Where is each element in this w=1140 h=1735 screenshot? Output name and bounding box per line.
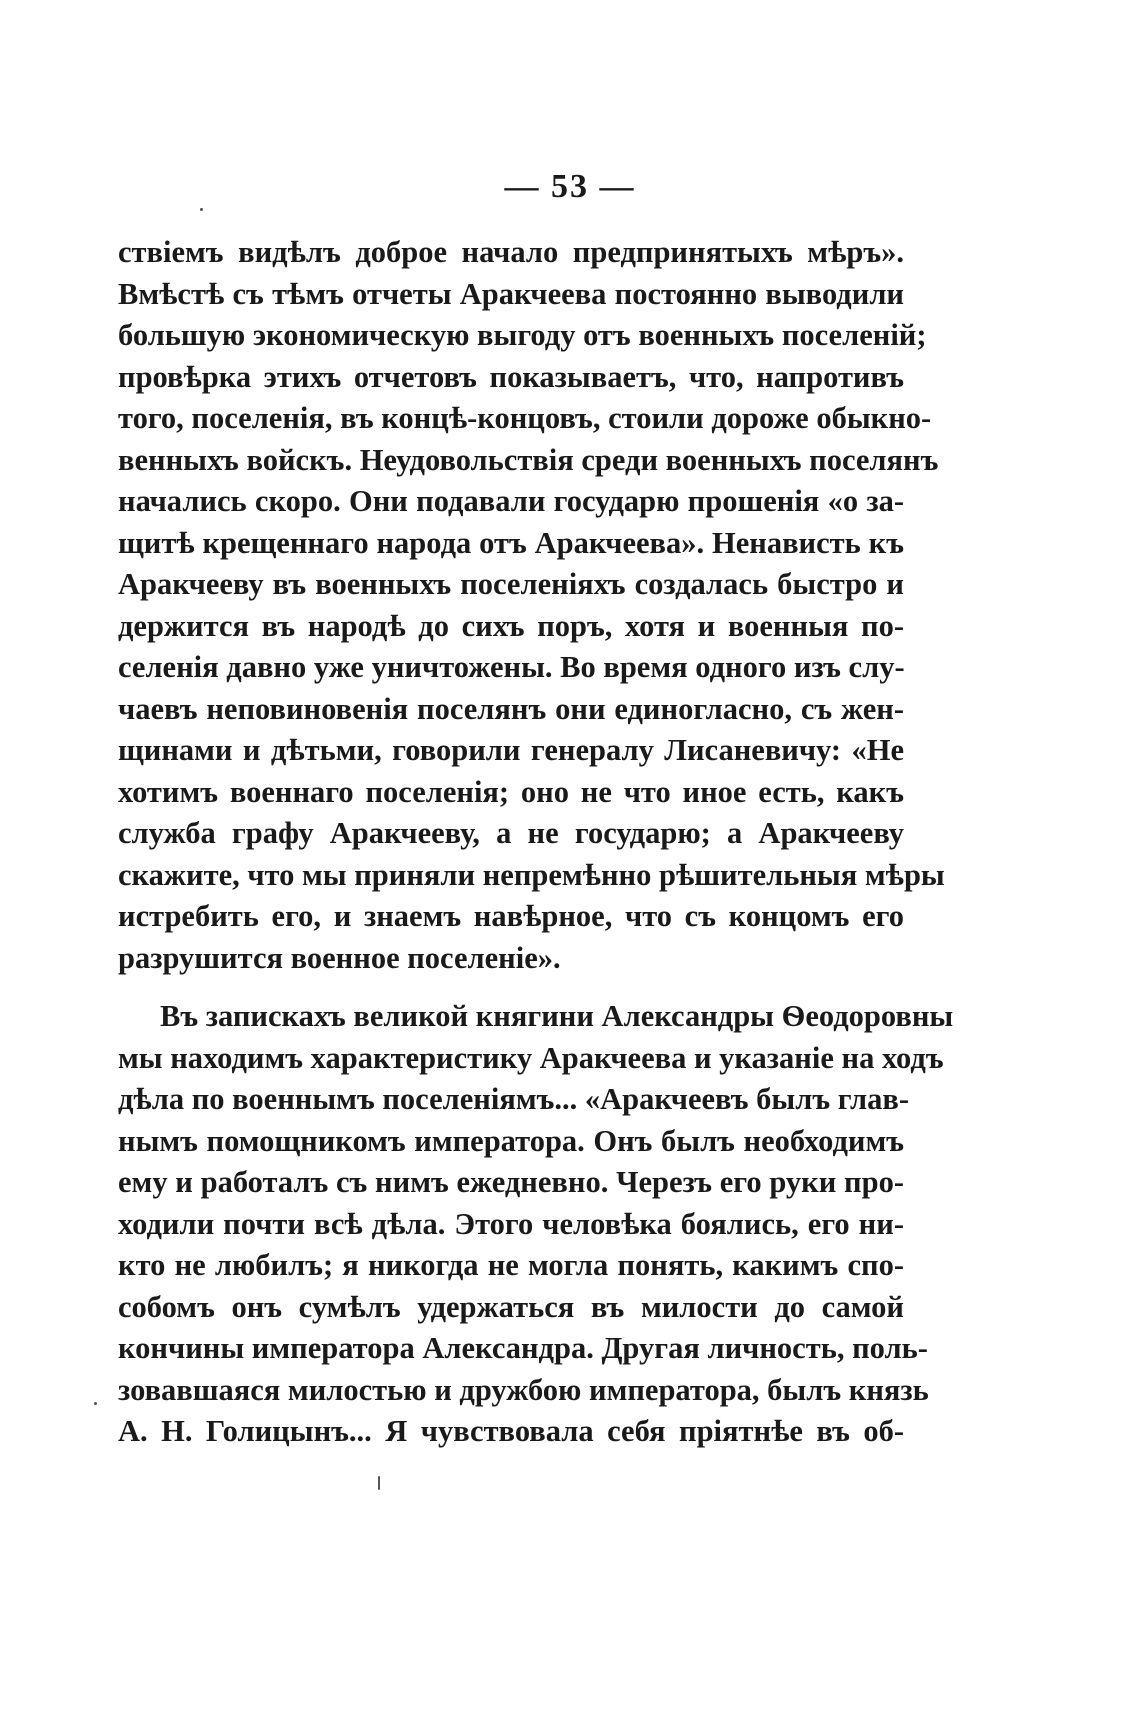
text-line: большую экономическую выгоду отъ военныхъ поселеній;	[118, 318, 927, 352]
text-line: щитѣ крещеннаго народа отъ Аракчеева». Ненависть къ	[118, 525, 904, 560]
text-line: венныхъ войскъ. Неудовольствія среди военныхъ поселянъ	[118, 442, 939, 477]
scan-speck	[200, 208, 203, 211]
text-line: ходили почти всѣ дѣла. Этого человѣка боялись, его ни-	[118, 1206, 904, 1241]
text-line: ему и работалъ съ нимъ ежедневно. Черезъ его руки про-	[118, 1165, 904, 1199]
text-line: нымъ помощникомъ императора. Онъ былъ необходимъ	[118, 1123, 904, 1158]
text-line: селенія давно уже уничтожены. Во время одного изъ слу-	[118, 650, 905, 684]
text-line: мы находимъ характеристику Аракчеева и указаніе на ходъ	[118, 1040, 944, 1075]
text-line: служба графу Аракчееву, а не государю; а Аракчееву	[118, 816, 904, 850]
text-line: щинами и дѣтьми, говорили генералу Лисаневичу: «Не	[118, 733, 904, 767]
text-line: хотимъ военнаго поселенія; оно не что иное есть, какъ	[118, 774, 904, 809]
text-line: разрушится военное поселеніе».	[118, 940, 561, 975]
text-line: того, поселенія, въ концѣ-концовъ, стоили дороже обыкно-	[118, 401, 932, 435]
text-line: кончины императора Александра. Другая личность, поль-	[118, 1331, 928, 1365]
text-line: Аракчееву въ военныхъ поселеніяхъ создалась быстро и	[118, 567, 904, 601]
paragraph-1	[118, 232, 945, 979]
text-line: истребить его, и знаемъ навѣрное, что съ концомъ его	[118, 899, 904, 933]
text-line: начались скоро. Они подавали государю прошенія «о за-	[118, 484, 904, 518]
text-line: провѣрка этихъ отчетовъ показываетъ, что, напротивъ	[118, 359, 904, 394]
text-line: Въ запискахъ великой княгини Александры Ѳеодоровны	[160, 999, 954, 1033]
scan-speck	[94, 1402, 97, 1405]
text-line: скажите, что мы приняли непремѣнно рѣшительныя мѣры	[118, 857, 945, 892]
text-line: кто не любилъ; я никогда не могла понять, какимъ спо-	[118, 1248, 904, 1282]
text-line: ствіемъ видѣлъ доброе начало предпринятыхъ мѣръ».	[118, 235, 904, 269]
text-line: А. Н. Голицынъ... Я чувствовала себя пріятнѣе въ об-	[118, 1414, 904, 1448]
paragraph-2	[118, 996, 954, 1453]
scan-speck	[378, 1476, 380, 1490]
text-line: собомъ онъ сумѣлъ удержаться въ милости до самой	[118, 1289, 904, 1324]
text-line: держится въ народѣ до сихъ поръ, хотя и военныя по-	[118, 608, 904, 643]
text-line: чаевъ неповиновенія поселянъ они единогласно, съ жен-	[118, 691, 904, 726]
text-line: дѣла по военнымъ поселеніямъ... «Аракчеевъ былъ глав-	[118, 1082, 910, 1116]
text-line: зовавшаяся милостью и дружбою императора, былъ князь	[118, 1372, 929, 1407]
text-line: Вмѣстѣ съ тѣмъ отчеты Аракчеева постоянно выводили	[118, 276, 904, 311]
page-number: — 53 —	[504, 168, 636, 205]
